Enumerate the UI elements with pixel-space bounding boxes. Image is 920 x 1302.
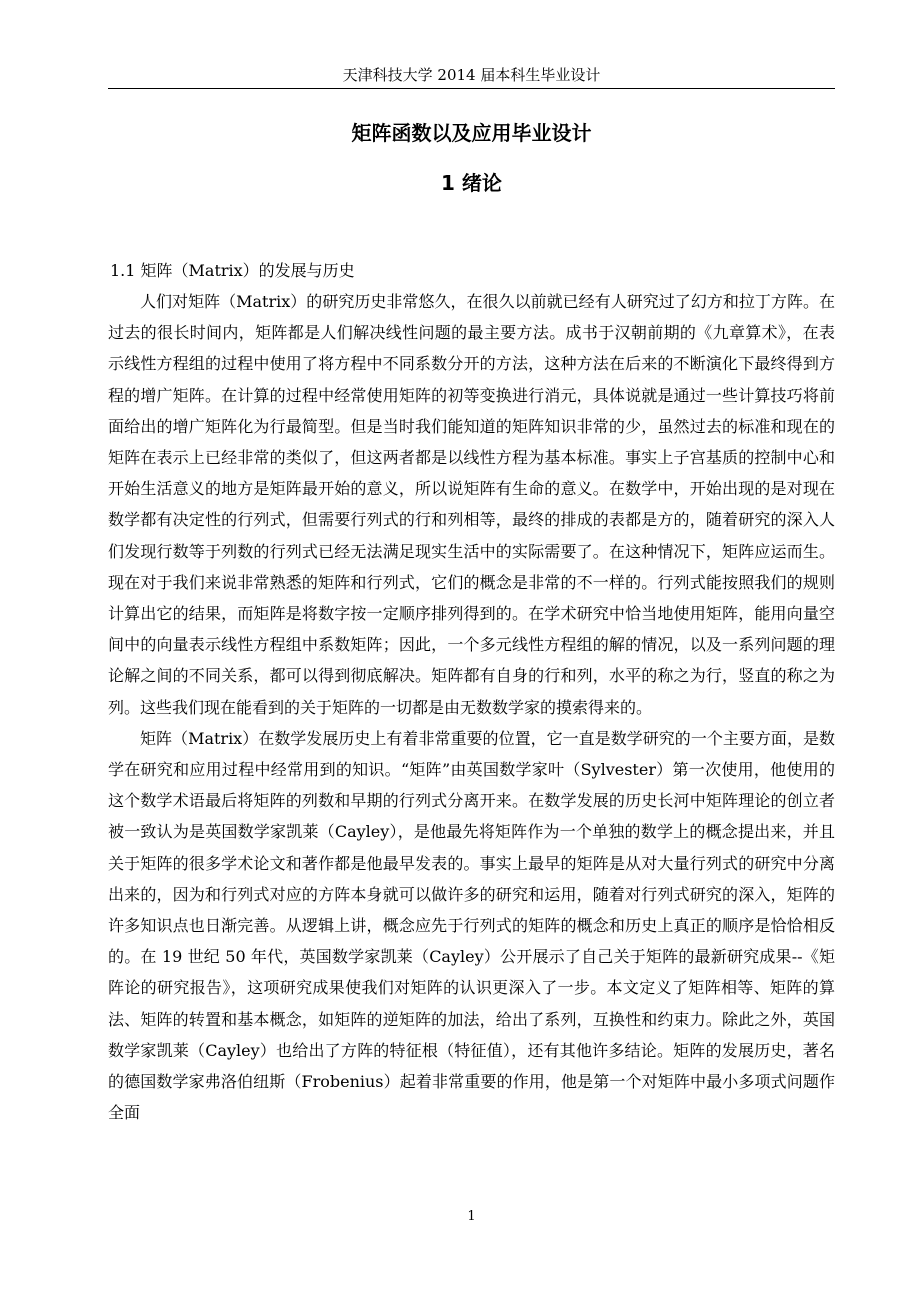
- page-number: 1: [467, 1209, 476, 1224]
- document-title: 矩阵函数以及应用毕业设计: [351, 121, 592, 145]
- paragraph: 矩阵（Matrix）在数学发展历史上有着非常重要的位置，它一直是数学研究的一个主要方面，是数学在研究和应用过程中经常用到的知识。“矩阵”由英国数学家叶（Sylvester）第一次使用，他使用的这个数学术语最后将矩阵的列数和早期的行列式分离开来。在数学发展的历史长河中矩阵理论的创立者被一致认为是英国数学家凯莱（Cayley），是他最先将矩阵作为一个单独的数学上的概念提出来，并且关于矩阵的很多学术论文和著作都是他最早发表的。事实上最早的矩阵是从对大量行列式的研究中分离出来的，因为和行列式对应的方阵本身就可以做许多的研究和运用，随着对行列式研究的深入，矩阵的许多知识点也日渐完善。从逻辑上讲，概念应先于行列式的矩阵的概念和历史上真正的顺序是恰恰相反的。在 19 世纪 50 年代，英国数学家凯莱（Cayley）公开展示了自己关于矩阵的最新研究成果--《矩阵论的研究报告》，这项研究成果使我们对矩阵的认识更深入了一步。本文定义了矩阵相等、矩阵的算法、矩阵的转置和基本概念，如矩阵的逆矩阵的加法，给出了系列，互换性和约束力。除此之外，英国数学家凯莱（Cayley）也给出了方阵的特征根（特征值），还有其他许多结论。矩阵的发展历史，著名的德国数学家弗洛伯纽斯（Frobenius）起着非常重要的作用，他是第一个对矩阵中最小多项式问题作全面: [108, 728, 835, 1123]
- chapter-title: 1 绪论: [441, 171, 502, 195]
- section-heading: 1.1 矩阵（Matrix）的发展与历史: [110, 261, 355, 280]
- paragraph: 人们对矩阵（Matrix）的研究历史非常悠久，在很久以前就已经有人研究过了幻方和拉丁方阵。在过去的很长时间内，矩阵都是人们解决线性问题的最主要方法。成书于汉朝前期的《九章算术》，在表示线性方程组的过程中使用了将方程中不同系数分开的方法，这种方法在后来的不断演化下最终得到方程的增广矩阵。在计算的过程中经常使用矩阵的初等变换进行消元，具体说就是通过一些计算技巧将前面给出的增广矩阵化为行最简型。但是当时我们能知道的矩阵知识非常的少，虽然过去的标准和现在的矩阵在表示上已经非常的类似了，但这两者都是以线性方程为基本标准。事实上子宫基质的控制中心和开始生活意义的地方是矩阵最开始的意义，所以说矩阵有生命的意义。在数学中，开始出现的是对现在数学都有决定性的行列式，但需要行列式的行和列相等，最终的排成的表都是方的，随着研究的深入人们发现行数等于列数的行列式已经无法满足现实生活中的实际需要了。在这种情况下，矩阵应运而生。现在对于我们来说非常熟悉的矩阵和行列式，它们的概念是非常的不一样的。行列式能按照我们的规则计算出它的结果，而矩阵是将数字按一定顺序排列得到的。在学术研究中恰当地使用矩阵，能用向量空间中的向量表示线性方程组中系数矩阵；因此，一个多元线性方程组的解的情况，以及一系列问题的理论解之间的不同关系，都可以得到彻底解决。矩阵都有自身的行和列，水平的称之为行，竖直的称之为列。这些我们现在能看到的关于矩阵的一切都是由无数数学家的摸索得来的。: [108, 292, 835, 717]
- running-header: 天津科技大学 2014 届本科生毕业设计: [342, 66, 601, 84]
- header-divider: [108, 88, 835, 89]
- body-text: [108, 286, 835, 1128]
